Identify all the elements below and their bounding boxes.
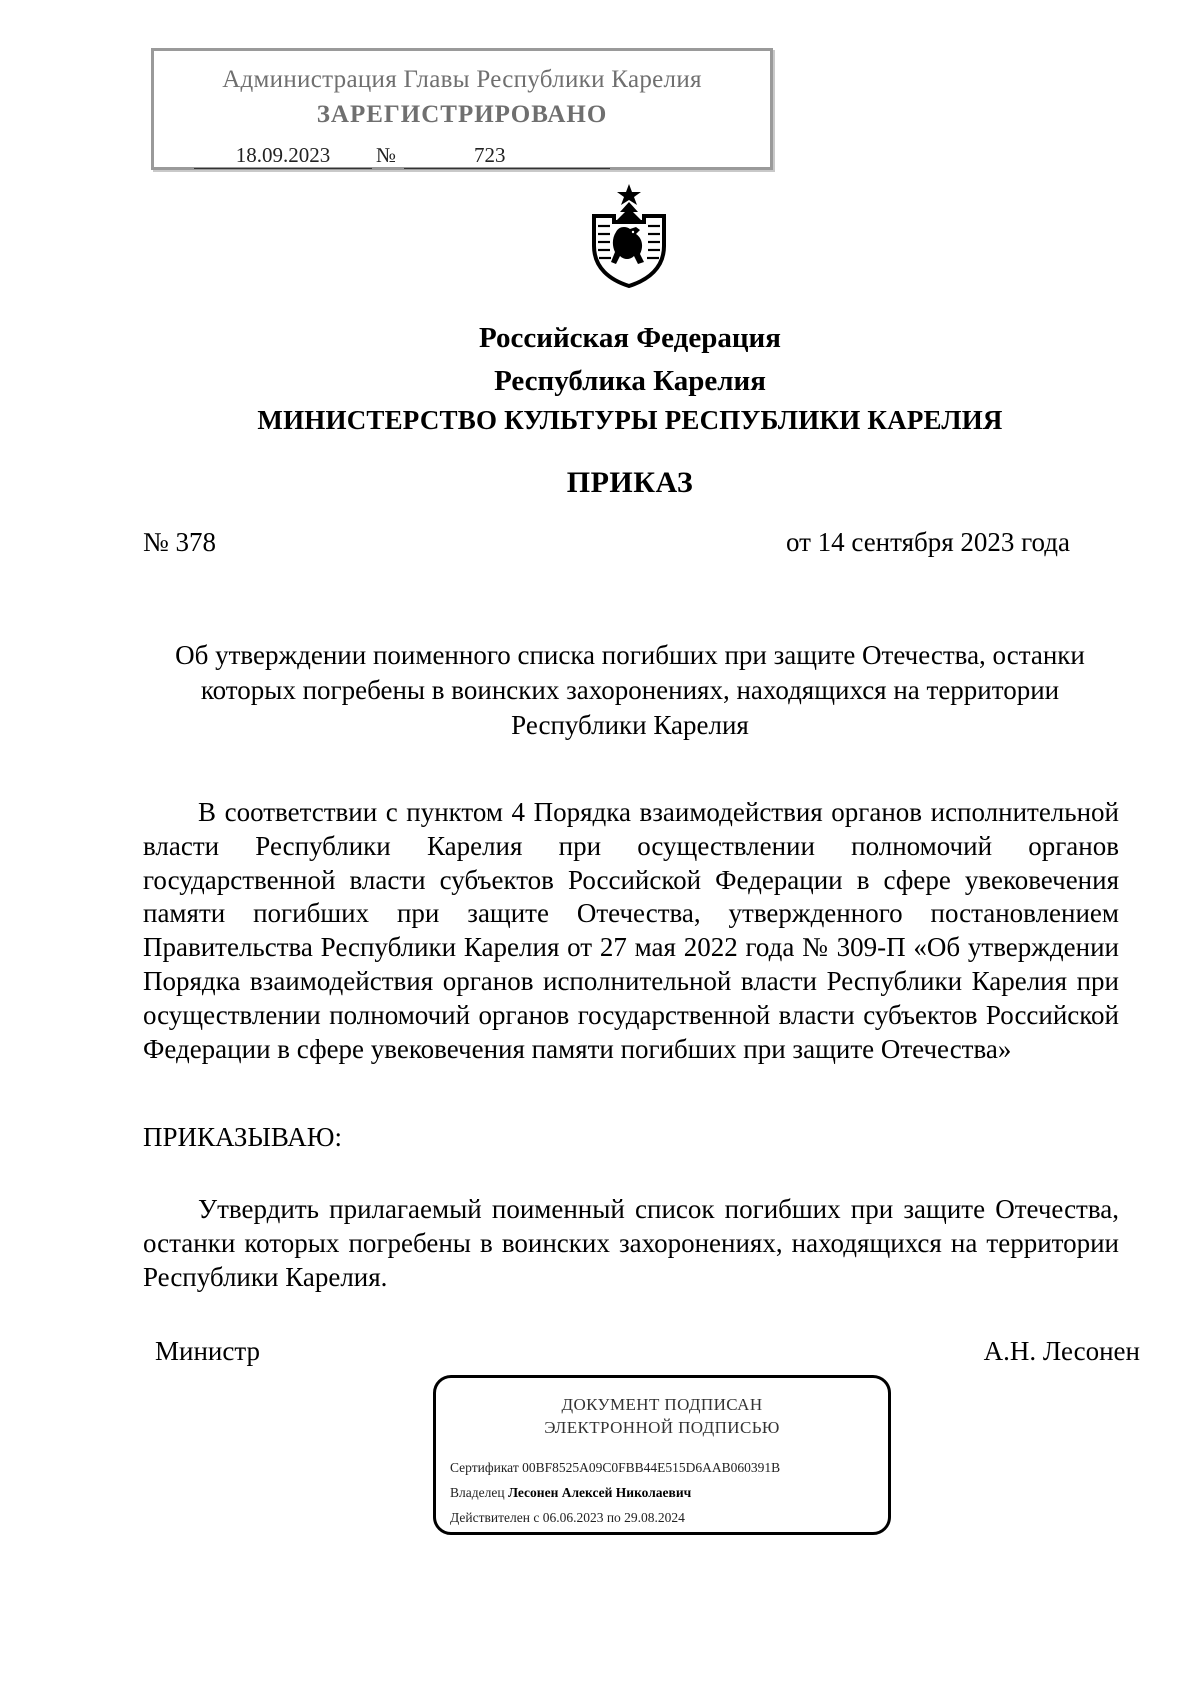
esig-valid-to: 29.08.2024 [624,1510,685,1525]
esig-owner [450,1485,878,1501]
registration-stamp [151,48,773,170]
esig-valid-to-label: по [606,1510,621,1525]
order-number: № 378 [143,527,217,557]
karelia-coat-of-arms-icon [586,182,672,288]
esig-valid-label: Действителен [450,1510,530,1525]
esig-valid-from-label: с [533,1510,540,1525]
decree-text: Утвердить прилагаемый поименный список погибших при защите Отечества, останки которых погребены в воинских захоронениях, находящихся на территории Республики Карелия. [143,1194,1119,1292]
document-type: ПРИКАЗ [566,466,694,499]
esig-valid-from: 06.06.2023 [542,1510,604,1525]
esig-heading-2: ЭЛЕКТРОННОЙ ПОДПИСЬЮ [544,1418,780,1437]
esig-certificate [450,1460,878,1476]
body-paragraph: В соответствии с пунктом 4 Порядка взаимодействия органов исполнительной власти Республики Карелия при осуществлении полномочий органов государственной власти субъектов Российской Федерации в сфере увековечения памяти погибших при защите Отечества, утвержденного постановлением Правительства Республики Карелия от 27 мая 2022 года № 309-П «Об утверждении Порядка взаимодействия органов исполнительной власти Республики Карелия при осуществлении полномочий органов государственной власти субъектов Российской Федерации в сфере увековечения памяти погибших при защите Отечества» [143,797,1119,1064]
header-country: Российская Федерация [479,322,781,354]
stamp-organization: Администрация Главы Республики Карелия [222,66,702,93]
stamp-number-label: № [376,143,397,167]
signer-name: А.Н. Лесонен [983,1336,1140,1366]
document-subject: Об утверждении поименного списка погибших при защите Отечества, останки которых погребены в воинских захоронениях, находящихся на территории Республики Карелия [175,640,1085,740]
esig-cert-value: 00BF8525A09C0FBB44E515D6AAB060391B [522,1460,781,1475]
esig-owner-value: Лесонен Алексей Николаевич [507,1485,692,1500]
header-ministry: МИНИСТЕРСТВО КУЛЬТУРЫ РЕСПУБЛИКИ КАРЕЛИЯ [257,405,1003,435]
header-republic: Республика Карелия [494,365,766,397]
esig-heading-1: ДОКУМЕНТ ПОДПИСАН [561,1395,763,1414]
order-date: от 14 сентября 2023 года [785,527,1070,557]
signer-title: Министр [155,1336,260,1366]
stamp-number: 723 [404,143,610,169]
decree-word: ПРИКАЗЫВАЮ: [143,1122,342,1152]
stamp-status: ЗАРЕГИСТРИРОВАНО [316,101,608,128]
stamp-date: 18.09.2023 [194,143,372,169]
esig-owner-label: Владелец [450,1485,505,1500]
esig-validity [450,1510,878,1526]
electronic-signature-stamp [433,1375,891,1535]
esig-cert-label: Сертификат [450,1460,519,1475]
